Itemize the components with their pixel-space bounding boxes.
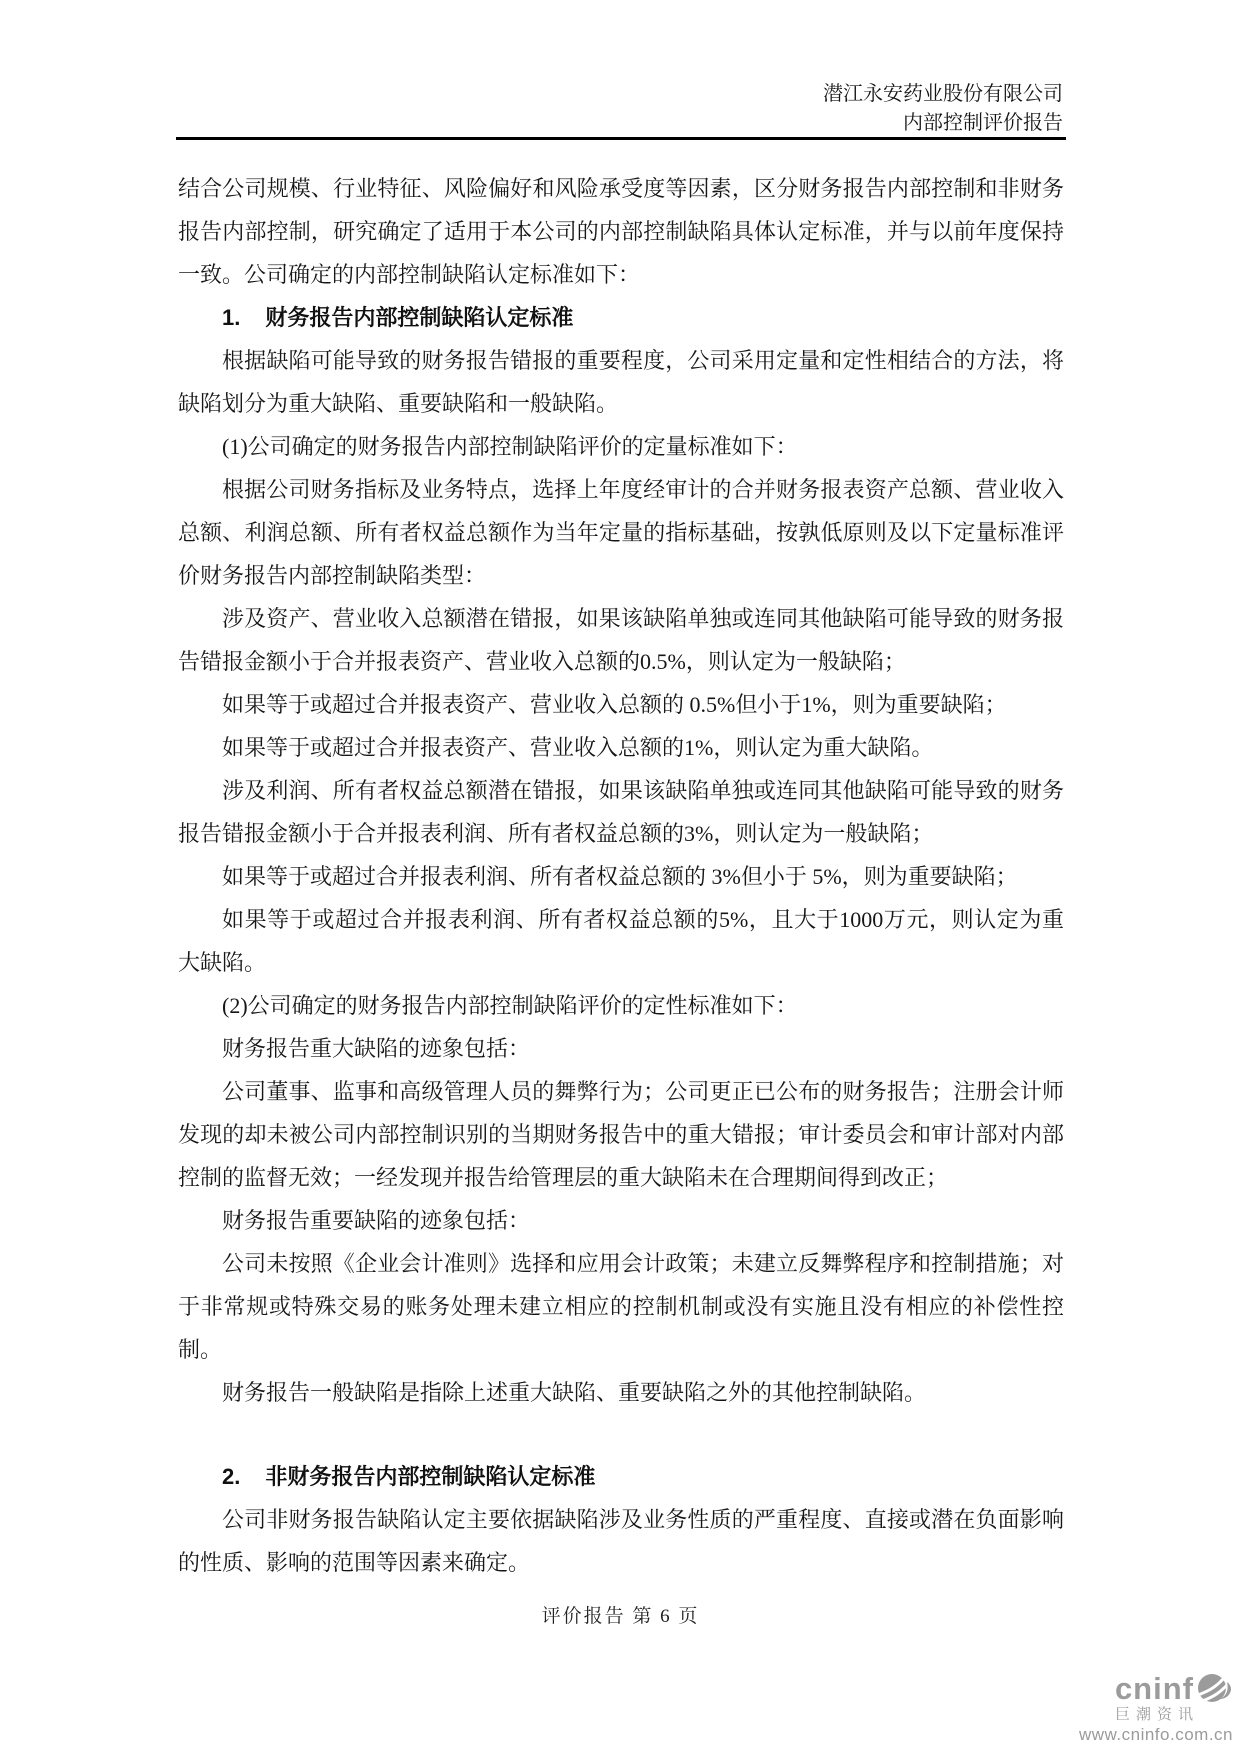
paragraph: 财务报告一般缺陷是指除上述重大缺陷、重要缺陷之外的其他控制缺陷。 xyxy=(222,1380,927,1405)
paragraph: 公司董事、监事和高级管理人员的舞弊行为；公司更正已公布的财务报告；注册会计师发现的却未被公司内部控制识别的当期财务报告中的重大错报；审计委员会和审计部对内部控制的监督无效；一经发现并报告给管理层的重大缺陷未在合理期间得到改正； xyxy=(178,1079,1064,1190)
report-title: 内部控制评价报告 xyxy=(903,112,1063,134)
paragraph: 涉及利润、所有者权益总额潜在错报，如果该缺陷单独或连同其他缺陷可能导致的财务报告错报金额小于合并报表利润、所有者权益总额的3%，则认定为一般缺陷； xyxy=(178,778,1064,846)
paragraph: 根据公司财务指标及业务特点，选择上年度经审计的合并财务报表资产总额、营业收入总额、利润总额、所有者权益总额作为当年定量的指标基础，按孰低原则及以下定量标准评价财务报告内部控制缺陷类型： xyxy=(178,477,1064,588)
paragraph: 财务报告重要缺陷的迹象包括： xyxy=(222,1208,531,1233)
paragraph: 公司非财务报告缺陷认定主要依据缺陷涉及业务性质的严重程度、直接或潜在负面影响的性质、影响的范围等因素来确定。 xyxy=(178,1507,1064,1575)
cninfo-brand-text: cninf xyxy=(1114,1670,1194,1706)
section-heading-2 xyxy=(178,1455,1064,1498)
paragraph: (2)公司确定的财务报告内部控制缺陷评价的定性标准如下： xyxy=(222,993,798,1018)
section-title: 非财务报告内部控制缺陷认定标准 xyxy=(265,1464,596,1489)
paragraph: 涉及资产、营业收入总额潜在错报，如果该缺陷单独或连同其他缺陷可能导致的财务报告错报金额小于合并报表资产、营业收入总额的0.5%，则认定为一般缺陷； xyxy=(178,606,1064,674)
header-rule xyxy=(176,137,1066,140)
section-heading-1 xyxy=(178,296,1064,339)
company-name: 潜江永安药业股份有限公司 xyxy=(823,83,1063,105)
paragraph: 如果等于或超过合并报表资产、营业收入总额的1%，则认定为重大缺陷。 xyxy=(222,735,934,760)
cninfo-url: www.cninfo.com.cn xyxy=(1079,1725,1233,1744)
page-header xyxy=(823,80,1063,138)
paragraph: 财务报告重大缺陷的迹象包括： xyxy=(222,1036,531,1061)
cninfo-watermark xyxy=(1079,1672,1233,1743)
globe-icon xyxy=(1197,1672,1233,1704)
document-body xyxy=(178,167,1064,1584)
paragraph: (1)公司确定的财务报告内部控制缺陷评价的定量标准如下： xyxy=(222,434,798,459)
paragraph: 公司未按照《企业会计准则》选择和应用会计政策；未建立反舞弊程序和控制措施；对于非常规或特殊交易的账务处理未建立相应的控制机制或没有实施且没有相应的补偿性控制。 xyxy=(178,1251,1064,1362)
paragraph: 结合公司规模、行业特征、风险偏好和风险承受度等因素，区分财务报告内部控制和非财务报告内部控制，研究确定了适用于本公司的内部控制缺陷具体认定标准，并与以前年度保持一致。公司确定的内部控制缺陷认定标准如下： xyxy=(178,176,1064,287)
paragraph: 如果等于或超过合并报表利润、所有者权益总额的5%，且大于1000万元，则认定为重大缺陷。 xyxy=(178,907,1064,975)
paragraph: 如果等于或超过合并报表资产、营业收入总额的 0.5%但小于1%，则为重要缺陷； xyxy=(222,692,1007,717)
section-number: 2. xyxy=(222,1464,241,1489)
page-footer: 评价报告 第 6 页 xyxy=(541,1606,700,1627)
paragraph: 如果等于或超过合并报表利润、所有者权益总额的 3%但小于 5%，则为重要缺陷； xyxy=(222,864,1018,889)
section-number: 1. xyxy=(222,305,241,330)
section-title: 财务报告内部控制缺陷认定标准 xyxy=(265,305,574,330)
cninfo-brand-cn: 巨潮资讯 xyxy=(1114,1706,1199,1723)
paragraph: 根据缺陷可能导致的财务报告错报的重要程度，公司采用定量和定性相结合的方法，将缺陷划分为重大缺陷、重要缺陷和一般缺陷。 xyxy=(178,348,1064,416)
